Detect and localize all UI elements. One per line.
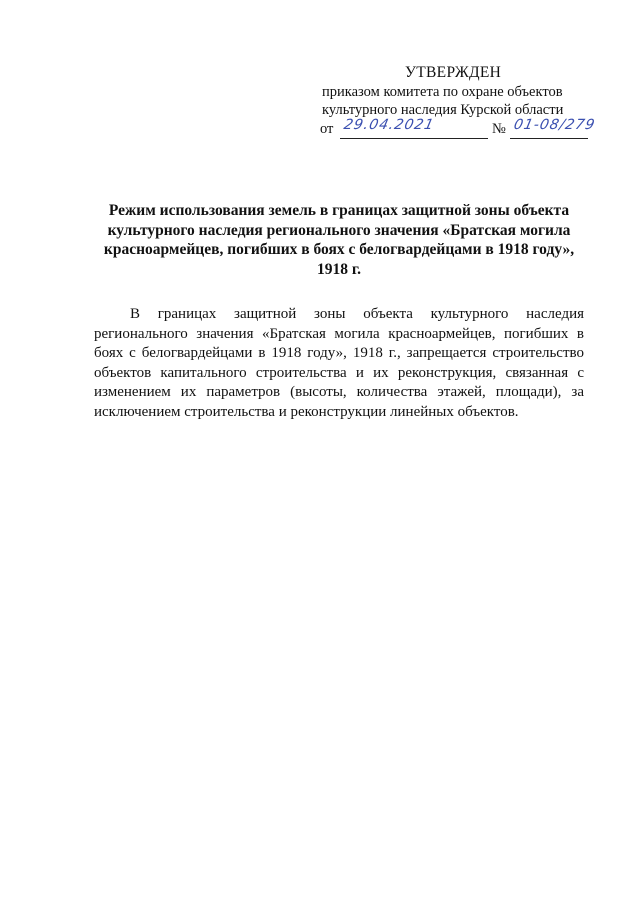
title-line: 1918 г. xyxy=(316,260,362,278)
title-line: культурного наследия регионального значения «Братская могила xyxy=(107,221,571,239)
title-line: красноармейцев, погибших в боях с белогвардейцами в 1918 году», xyxy=(103,241,575,258)
approval-date-number-line xyxy=(320,117,597,140)
approval-line-1: приказом комитета по охране объектов xyxy=(322,84,563,100)
date-underline xyxy=(340,138,488,139)
handwritten-date: 29.04.2021 xyxy=(342,117,436,133)
body-paragraph xyxy=(94,305,584,422)
number-prefix: № xyxy=(492,121,506,137)
approval-title: УТВЕРЖДЕН xyxy=(405,64,502,81)
body-line: регионального значения «Братская могила красноармейцев, погибших в xyxy=(94,325,584,342)
approval-line-2: культурного наследия Курской области xyxy=(322,102,564,118)
body-line: исключением строительства и реконструкции линейных объектов. xyxy=(94,403,519,420)
body-line: изменением их параметров (высоты, количества этажей, площади), за xyxy=(94,384,584,400)
body-line: объектов капитального строительства и их реконструкция, связанная с xyxy=(94,364,584,381)
title-line: Режим использования земель в границах защитной зоны объекта xyxy=(108,202,570,219)
body-line: боях с белогвардейцами в 1918 году», 1918 г., запрещается строительство xyxy=(94,345,584,361)
body-line: В границах защитной зоны объекта культурного наследия xyxy=(130,306,584,322)
date-prefix: от xyxy=(320,121,334,137)
document-title xyxy=(96,201,582,279)
handwritten-number: 01-08/279 xyxy=(512,117,597,133)
number-underline xyxy=(510,138,588,139)
